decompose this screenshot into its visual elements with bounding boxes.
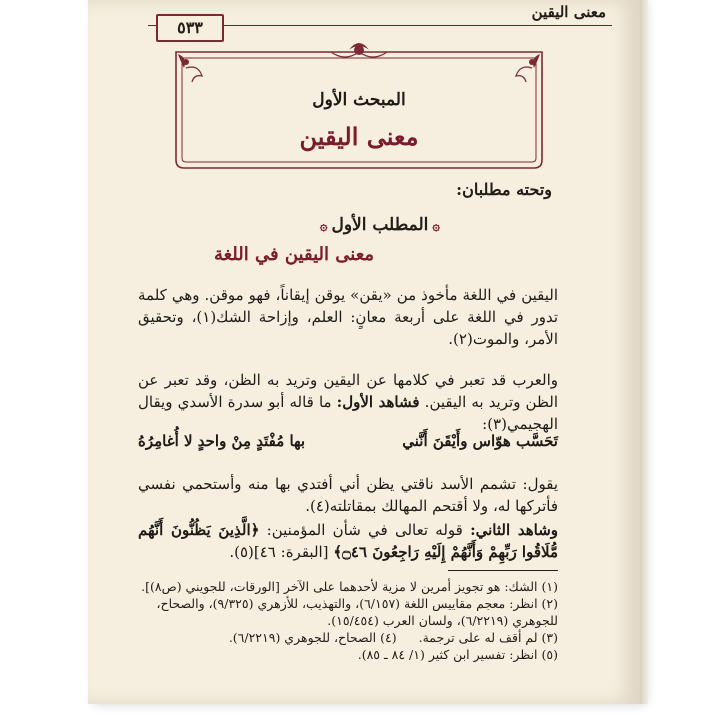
quran-verse: ﴿الَّذِينَ يَظُنُّونَ أَنَّهُم مُّلَاقُوا رَبِّهِمْ وَأَنَّهُمْ إِلَيْهِ رَاجِعُونَ ۝٤٦﴾	[138, 521, 558, 561]
section-heading: المبحث الأول	[312, 90, 406, 110]
page-number: ٥٣٣	[156, 14, 224, 42]
footnote-row	[138, 629, 558, 646]
verse-first-hemistich: تَحَسَّب هوّاس وأَيْقَنَ أَنَّني	[402, 432, 558, 450]
first-evidence-label: فشاهد الأول:	[336, 393, 420, 411]
intro-line: وتحته مطلبان:	[456, 180, 552, 199]
ornament-icon: ۞	[319, 219, 328, 234]
ornament-icon: ۞	[432, 219, 440, 234]
footnote-4: (٤) الصحاح، للجوهري (٦/٢٢١٩).	[228, 630, 397, 645]
paragraph-second-evidence	[138, 519, 558, 563]
footnote-separator	[448, 570, 558, 571]
page-edge	[640, 0, 648, 704]
section-title: معنى اليقين	[299, 122, 419, 151]
subsection-heading-text: المطلب الأول	[331, 215, 429, 235]
subsection-heading	[316, 215, 444, 235]
footnote-5: (٥) انظر: تفسير ابن كثير (١/ ٨٤ ـ ٨٥).	[357, 647, 558, 662]
footnote-3: (٣) لم أقف له على ترجمة.	[418, 630, 558, 645]
paragraph-second-text: قوله تعالى في شأن المؤمنين:	[259, 521, 471, 539]
footnote-2: (٢) انظر: معجم مقاييس اللغة (٦/١٥٧)، والتهذيب، للأزهري (٩/٣٢٥)، والصحاح، للجوهري (٦/٢٢١٩)، ولسان العرب (١٥/٤٥٤).	[156, 596, 558, 628]
quran-reference: [البقرة: ٤٦](٥).	[229, 543, 334, 561]
subsection-title: معنى اليقين في اللغة	[213, 244, 375, 265]
footnote-1: (١) الشك: هو تجويز أمرين لا مزية لأحدهما على الآخر [الورقات، للجويني (ص٨)].	[141, 579, 558, 594]
paragraph-usage	[138, 369, 558, 435]
paragraph-definition: اليقين في اللغة مأخوذ من «يقن» يوقن إيقاناً، فهو موقن. وهي كلمة تدور في اللغة على أربعة معانٍ: العلم، وإزاحة الشك(١)، وتحقيق الأمر، والموت(٢).	[138, 286, 558, 348]
title-frame	[156, 32, 562, 182]
book-page	[88, 0, 640, 704]
second-evidence-label: وشاهد الثاني:	[470, 521, 558, 539]
verse-second-hemistich: بها مُفْتَدٍ مِنْ واحدٍ لا أُغامِرُهُ	[138, 432, 306, 450]
paragraph-explanation: يقول: تشمم الأسد ناقتي يظن أني أفتدي بها منه وأستحمي نفسي فأتركها له، ولا أقتحم المهالك بمقاتلته(٤).	[138, 475, 558, 515]
paragraph-usage-text-2: ما قاله أبو سدرة الأسدي ويقال الهجيمي(٣):	[138, 393, 558, 433]
running-title: معنى اليقين	[531, 3, 606, 21]
paragraph-usage-text: والعرب قد تعبر في كلامها عن اليقين وتريد به الظن، وقد تعبر عن الظن وتريد به اليقين.	[138, 371, 559, 411]
poetry-verse	[138, 432, 558, 450]
footnotes	[138, 578, 558, 663]
